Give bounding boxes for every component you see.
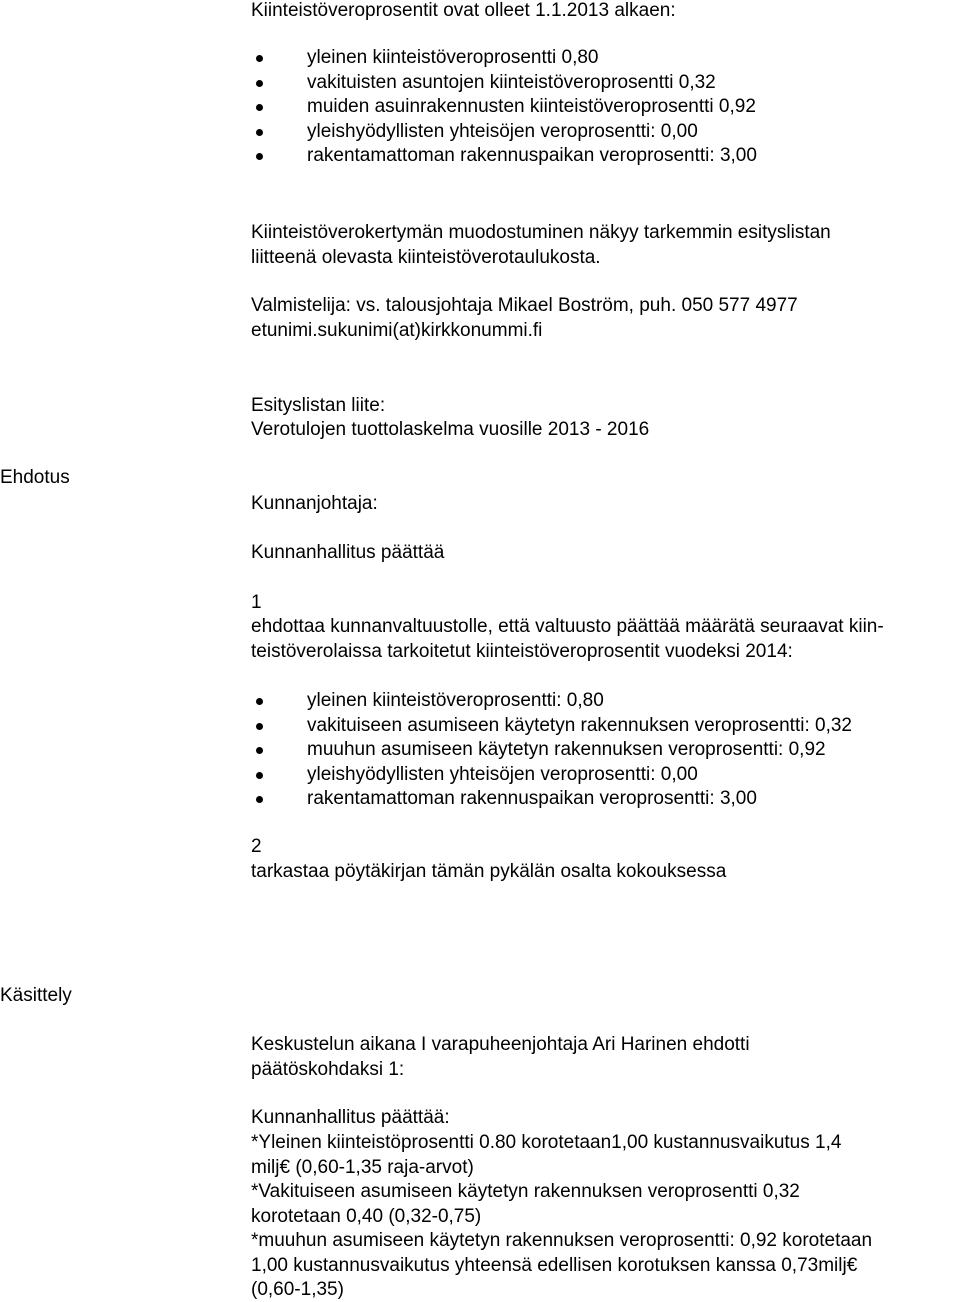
proposal-board: Kunnanhallitus päättää [251,542,445,563]
list-item: yleinen kiinteistöveroprosentti: 0,80 [251,689,852,714]
bullet-icon [256,796,263,803]
bullet-icon [256,747,263,754]
bullet-icon [256,80,263,87]
list-item: rakentamattoman rakennuspaikan veroprosentti: 3,00 [251,787,852,812]
attachment-label: Esityslistan liite: [251,395,386,416]
bullet-icon [256,153,263,160]
decision-line: *Vakituiseen asumiseen käytetyn rakennuksen veroprosentti 0,32 [251,1181,800,1202]
decision-line: korotetaan 0,40 (0,32-0,75) [251,1206,482,1227]
list-item: vakituisten asuntojen kiinteistöveroprosentti 0,32 [251,71,757,96]
bullet-icon [256,698,263,705]
decision-line: 1,00 kustannusvaikutus yhteensä edellisen korotuksen kanssa 0,73milj€ [251,1255,858,1276]
list-item: muiden asuinrakennusten kiinteistöveroprosentti 0,92 [251,95,757,120]
bullet-icon [256,772,263,779]
list-item: yleishyödyllisten yhteisöjen veroprosentti: 0,00 [251,120,757,145]
bullet-icon [256,104,263,111]
list-item: vakituiseen asumiseen käytetyn rakennuksen veroprosentti: 0,32 [251,714,852,739]
item-1-line-2: teistöverolaissa tarkoitetut kiinteistöveroprosentit vuodeksi 2014: [251,641,793,662]
attachment-title: Verotulojen tuottolaskelma vuosille 2013 - 2016 [251,419,650,440]
discussion-line-2: päätöskohdaksi 1: [251,1059,405,1080]
processing-side-label: Käsittely [0,985,72,1006]
list-item: rakentamattoman rakennuspaikan veroprosentti: 3,00 [251,144,757,169]
bullet-icon [256,129,263,136]
processing-board: Kunnanhallitus päättää: [251,1107,450,1128]
preparer-email: etunimi.sukunimi(at)kirkkonummi.fi [251,320,543,341]
list-item: muuhun asumiseen käytetyn rakennuksen veroprosentti: 0,92 [251,738,852,763]
proposal-side-label: Ehdotus [0,467,70,488]
current-rates-list [251,46,757,169]
intro-heading: Kiinteistöveroprosentit ovat olleet 1.1.2013 alkaen: [251,0,676,21]
decision-line: *muuhun asumiseen käytetyn rakennuksen veroprosentti: 0,92 korotetaan [251,1230,873,1251]
discussion-line-1: Keskustelun aikana I varapuheenjohtaja Ari Harinen ehdotti [251,1034,750,1055]
proposal-presenter: Kunnanjohtaja: [251,493,378,514]
item-2-text: tarkastaa pöytäkirjan tämän pykälän osalta kokouksessa [251,861,727,882]
note-line-1: Kiinteistöverokertymän muodostuminen näkyy tarkemmin esityslistan [251,222,831,243]
decision-line: (0,60-1,35) [251,1279,344,1300]
proposed-rates-list [251,689,852,812]
list-item: yleishyödyllisten yhteisöjen veroprosentti: 0,00 [251,763,852,788]
decision-line: milj€ (0,60-1,35 raja-arvot) [251,1157,474,1178]
bullet-icon [256,55,263,62]
item-1-line-1: ehdottaa kunnanvaltuustolle, että valtuusto päättää määrätä seuraavat kiin- [251,616,884,637]
decision-line: *Yleinen kiinteistöprosentti 0.80 korotetaan1,00 kustannusvaikutus 1,4 [251,1132,842,1153]
preparer-line-1: Valmistelija: vs. talousjohtaja Mikael Boström, puh. 050 577 4977 [251,295,798,316]
item-1-number: 1 [251,592,262,613]
note-line-2: liitteenä olevasta kiinteistöverotaulukosta. [251,247,601,268]
item-2-number: 2 [251,836,262,857]
bullet-icon [256,723,263,730]
list-item: yleinen kiinteistöveroprosentti 0,80 [251,46,757,71]
